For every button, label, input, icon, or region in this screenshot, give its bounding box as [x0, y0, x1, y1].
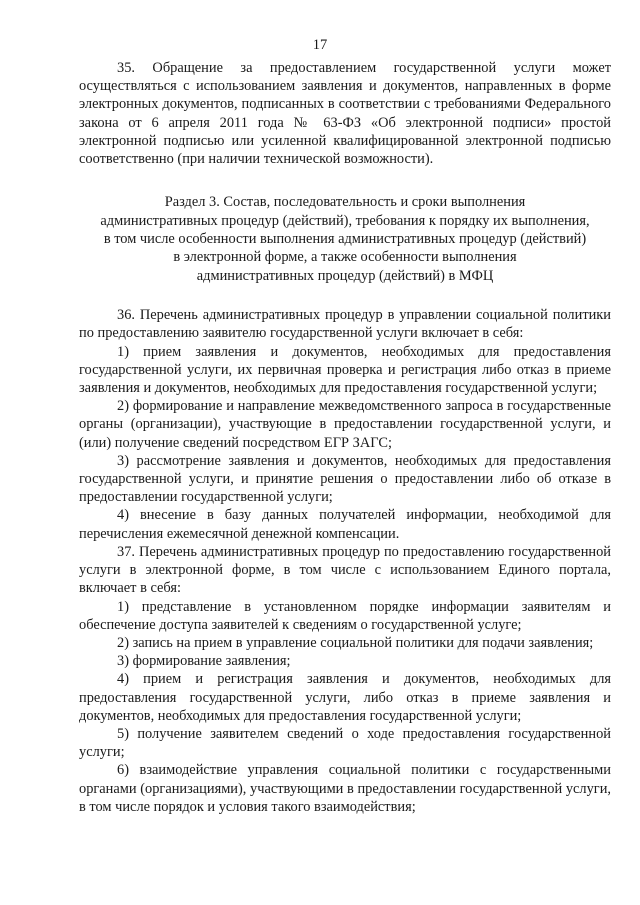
- document-body: [79, 59, 611, 816]
- page-number: 17: [312, 37, 328, 53]
- paragraph-36-item-3: 3) рассмотрение заявления и документов, необходимых для предоставления государственной услуги, и принятие решения о предоставлении либо об отказе в предоставлении государственной услуги;: [79, 452, 611, 506]
- paragraph-37-item-5: 5) получение заявителем сведений о ходе предоставления государственной услуги;: [79, 725, 611, 761]
- paragraph-37-item-3: 3) формирование заявления;: [117, 653, 291, 670]
- section-heading-line: Раздел 3. Состав, последовательность и сроки выполнения: [164, 194, 526, 211]
- paragraph-36-item-1: 1) прием заявления и документов, необходимых для предоставления государственной услуги, их первичная проверка и регистрация либо отказ в приеме заявления и документов, необходимых для предоставления государственной услуги;: [79, 343, 611, 397]
- paragraph-36-intro: 36. Перечень административных процедур в управлении социальной политики по предоставлению заявителю государственной услуги включает в себя:: [79, 307, 611, 342]
- paragraph-36-item-2: 2) формирование и направление межведомственного запроса в государственные органы (организации), участвующие в предоставлении государственной услуги, и (или) получение сведений посредством ЕГР ЗАГС;: [79, 398, 611, 451]
- section-heading-line: административных процедур (действий) в МФЦ: [196, 267, 494, 284]
- paragraph-37-item-4: 4) прием и регистрация заявления и документов, необходимых для предоставления государственной услуги, либо отказ в приеме заявления и документов, необходимых для предоставления государственной услуги;: [79, 671, 611, 724]
- section-heading-line: в том числе особенности выполнения административных процедур (действий): [103, 231, 587, 248]
- paragraph-35: 35. Обращение за предоставлением государственной услуги может осуществляться с использованием заявления и документов, направленных в форме электронных документов, подписанных в соответствии с требованиями Федерального закона от 6 апреля 2011 года № 63-ФЗ «Об электронной подписи» простой электронной подписью или усиленной квалифицированной электронной подписью соответственно (при наличии технической возможности).: [79, 60, 611, 168]
- section-3-heading: [79, 193, 611, 285]
- paragraph-37-item-6: 6) взаимодействие управления социальной политики с государственными органами (организациями), участвующими в предоставлении государственной услуги, в том числе порядок и условия такого взаимодействия;: [79, 762, 611, 815]
- paragraph-37-item-1: 1) представление в установленном порядке информации заявителям и обеспечение доступа заявителей к сведениям о государственной услуге;: [79, 598, 611, 633]
- paragraph-37-item-2: 2) запись на прием в управление социальной политики для подачи заявления;: [117, 634, 594, 651]
- section-heading-line: административных процедур (действий), требования к порядку их выполнения,: [100, 212, 590, 229]
- section-heading-line: в электронной форме, а также особенности выполнения: [173, 249, 517, 266]
- paragraph-36-item-4: 4) внесение в базу данных получателей информации, необходимой для перечисления ежемесячной денежной компенсации.: [79, 507, 611, 542]
- paragraph-37-intro: 37. Перечень административных процедур по предоставлению государственной услуги в электронной форме, в том числе с использованием Единого портала, включает в себя:: [79, 543, 611, 597]
